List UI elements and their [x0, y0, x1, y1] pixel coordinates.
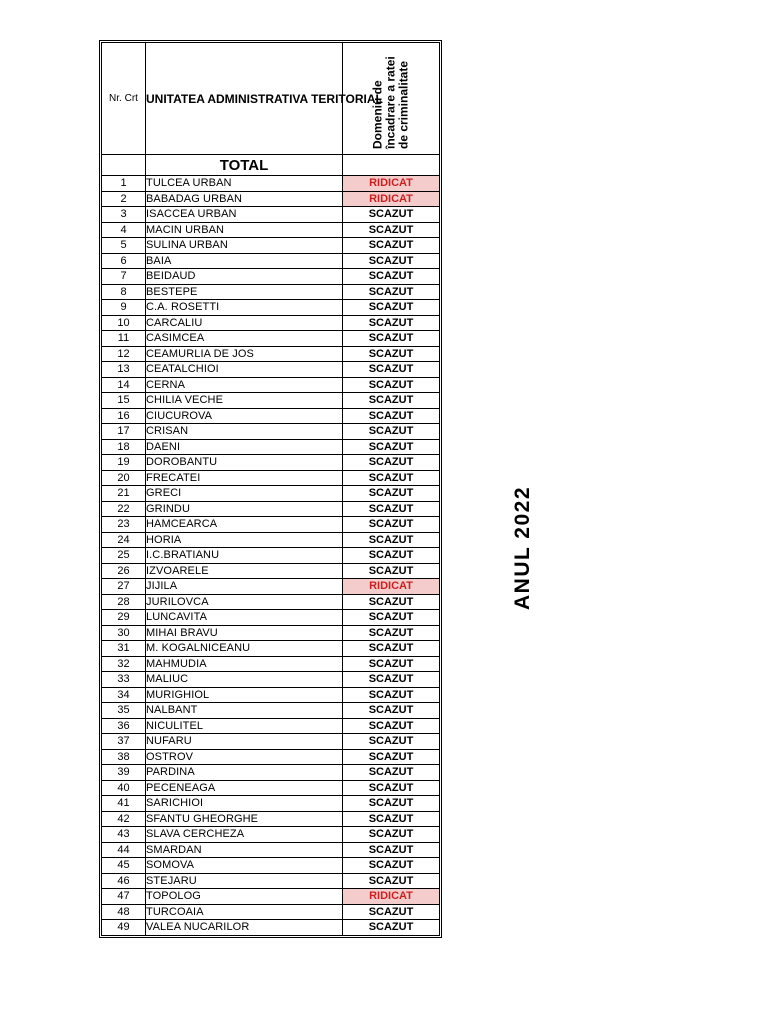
row-domain: SCAZUT — [343, 656, 440, 672]
row-number: 18 — [102, 439, 146, 455]
table-row — [102, 486, 440, 502]
row-domain: SCAZUT — [343, 780, 440, 796]
row-unit-name: CIUCUROVA — [146, 408, 343, 424]
row-domain: SCAZUT — [343, 439, 440, 455]
row-number: 5 — [102, 238, 146, 254]
row-number: 29 — [102, 610, 146, 626]
row-domain: SCAZUT — [343, 610, 440, 626]
table-row — [102, 889, 440, 905]
table-row — [102, 827, 440, 843]
row-domain: SCAZUT — [343, 734, 440, 750]
row-unit-name: SOMOVA — [146, 858, 343, 874]
total-row — [102, 155, 440, 176]
table-row — [102, 222, 440, 238]
row-number: 21 — [102, 486, 146, 502]
row-number: 42 — [102, 811, 146, 827]
row-domain: SCAZUT — [343, 331, 440, 347]
table-row — [102, 207, 440, 223]
row-unit-name: HAMCEARCA — [146, 517, 343, 533]
row-unit-name: CRISAN — [146, 424, 343, 440]
row-number: 4 — [102, 222, 146, 238]
table-row — [102, 424, 440, 440]
row-number: 20 — [102, 470, 146, 486]
row-domain: SCAZUT — [343, 377, 440, 393]
row-unit-name: DAENI — [146, 439, 343, 455]
total-domain-cell — [343, 155, 440, 176]
row-domain: SCAZUT — [343, 687, 440, 703]
row-domain: SCAZUT — [343, 873, 440, 889]
table-row — [102, 331, 440, 347]
row-number: 40 — [102, 780, 146, 796]
header-domeniu: Domeniu de încadrare a ratei de criminalitate — [370, 55, 411, 149]
table-row — [102, 176, 440, 192]
row-domain: RIDICAT — [343, 889, 440, 905]
row-unit-name: OSTROV — [146, 749, 343, 765]
row-unit-name: SULINA URBAN — [146, 238, 343, 254]
row-unit-name: BABADAG URBAN — [146, 191, 343, 207]
table-row — [102, 641, 440, 657]
table-row — [102, 610, 440, 626]
row-unit-name: STEJARU — [146, 873, 343, 889]
row-number: 36 — [102, 718, 146, 734]
table-row — [102, 393, 440, 409]
row-unit-name: ISACCEA URBAN — [146, 207, 343, 223]
table-row — [102, 300, 440, 316]
row-domain: SCAZUT — [343, 842, 440, 858]
total-label: TOTAL — [146, 155, 343, 176]
row-number: 43 — [102, 827, 146, 843]
row-unit-name: VALEA NUCARILOR — [146, 920, 343, 936]
row-number: 25 — [102, 548, 146, 564]
header-row — [102, 43, 440, 155]
row-unit-name: I.C.BRATIANU — [146, 548, 343, 564]
table-row — [102, 734, 440, 750]
row-number: 46 — [102, 873, 146, 889]
table-row — [102, 563, 440, 579]
row-unit-name: BESTEPE — [146, 284, 343, 300]
row-unit-name: FRECATEI — [146, 470, 343, 486]
table-row — [102, 672, 440, 688]
row-unit-name: NALBANT — [146, 703, 343, 719]
row-number: 26 — [102, 563, 146, 579]
table-row — [102, 656, 440, 672]
row-domain: SCAZUT — [343, 904, 440, 920]
row-unit-name: CEAMURLIA DE JOS — [146, 346, 343, 362]
row-number: 11 — [102, 331, 146, 347]
row-domain: SCAZUT — [343, 207, 440, 223]
row-domain: SCAZUT — [343, 548, 440, 564]
row-number: 44 — [102, 842, 146, 858]
row-unit-name: MURIGHIOL — [146, 687, 343, 703]
row-unit-name: DOROBANTU — [146, 455, 343, 471]
row-domain: SCAZUT — [343, 641, 440, 657]
row-number: 37 — [102, 734, 146, 750]
row-domain: SCAZUT — [343, 625, 440, 641]
row-unit-name: JURILOVCA — [146, 594, 343, 610]
row-number: 34 — [102, 687, 146, 703]
table-row — [102, 532, 440, 548]
table-row — [102, 718, 440, 734]
row-unit-name: MAHMUDIA — [146, 656, 343, 672]
row-number: 32 — [102, 656, 146, 672]
table-row — [102, 842, 440, 858]
row-unit-name: NUFARU — [146, 734, 343, 750]
row-domain: SCAZUT — [343, 222, 440, 238]
row-unit-name: BAIA — [146, 253, 343, 269]
table-row — [102, 548, 440, 564]
row-unit-name: GRINDU — [146, 501, 343, 517]
table-row — [102, 501, 440, 517]
table-row — [102, 687, 440, 703]
table-row — [102, 455, 440, 471]
row-domain: SCAZUT — [343, 858, 440, 874]
row-domain: SCAZUT — [343, 718, 440, 734]
row-number: 12 — [102, 346, 146, 362]
year-title: ANUL 2022 — [511, 486, 534, 610]
row-domain: SCAZUT — [343, 501, 440, 517]
row-domain: SCAZUT — [343, 424, 440, 440]
row-number: 41 — [102, 796, 146, 812]
row-number: 7 — [102, 269, 146, 285]
row-domain: SCAZUT — [343, 811, 440, 827]
row-unit-name: SLAVA CERCHEZA — [146, 827, 343, 843]
row-domain: SCAZUT — [343, 470, 440, 486]
row-number: 2 — [102, 191, 146, 207]
row-domain: SCAZUT — [343, 238, 440, 254]
table-row — [102, 191, 440, 207]
row-unit-name: JIJILA — [146, 579, 343, 595]
header-domeniu-cell — [343, 43, 440, 155]
row-number: 23 — [102, 517, 146, 533]
row-number: 30 — [102, 625, 146, 641]
row-number: 14 — [102, 377, 146, 393]
row-domain: SCAZUT — [343, 362, 440, 378]
row-unit-name: PARDINA — [146, 765, 343, 781]
row-unit-name: CEATALCHIOI — [146, 362, 343, 378]
table-row — [102, 796, 440, 812]
row-domain: SCAZUT — [343, 827, 440, 843]
row-domain: SCAZUT — [343, 253, 440, 269]
row-unit-name: SFANTU GHEORGHE — [146, 811, 343, 827]
row-domain: SCAZUT — [343, 796, 440, 812]
row-number: 35 — [102, 703, 146, 719]
row-unit-name: SARICHIOI — [146, 796, 343, 812]
row-number: 16 — [102, 408, 146, 424]
table-row — [102, 284, 440, 300]
table-row — [102, 253, 440, 269]
row-number: 17 — [102, 424, 146, 440]
crime-rate-table — [101, 42, 440, 936]
row-domain: SCAZUT — [343, 765, 440, 781]
row-domain: SCAZUT — [343, 315, 440, 331]
row-domain: SCAZUT — [343, 532, 440, 548]
row-number: 38 — [102, 749, 146, 765]
row-number: 15 — [102, 393, 146, 409]
row-domain: RIDICAT — [343, 579, 440, 595]
row-domain: SCAZUT — [343, 594, 440, 610]
row-unit-name: CARCALIU — [146, 315, 343, 331]
row-number: 22 — [102, 501, 146, 517]
table-row — [102, 362, 440, 378]
row-domain: SCAZUT — [343, 749, 440, 765]
row-unit-name: TULCEA URBAN — [146, 176, 343, 192]
row-domain: SCAZUT — [343, 563, 440, 579]
row-unit-name: MIHAI BRAVU — [146, 625, 343, 641]
row-number: 28 — [102, 594, 146, 610]
row-unit-name: TOPOLOG — [146, 889, 343, 905]
table-row — [102, 439, 440, 455]
row-number: 33 — [102, 672, 146, 688]
row-number: 49 — [102, 920, 146, 936]
table-row — [102, 579, 440, 595]
table-row — [102, 269, 440, 285]
row-number: 3 — [102, 207, 146, 223]
table-row — [102, 594, 440, 610]
row-number: 45 — [102, 858, 146, 874]
row-unit-name: MACIN URBAN — [146, 222, 343, 238]
row-number: 6 — [102, 253, 146, 269]
row-unit-name: M. KOGALNICEANU — [146, 641, 343, 657]
row-domain: SCAZUT — [343, 346, 440, 362]
row-unit-name: BEIDAUD — [146, 269, 343, 285]
total-nr-cell — [102, 155, 146, 176]
row-unit-name: MALIUC — [146, 672, 343, 688]
row-number: 10 — [102, 315, 146, 331]
row-number: 27 — [102, 579, 146, 595]
row-unit-name: C.A. ROSETTI — [146, 300, 343, 316]
table-row — [102, 811, 440, 827]
row-unit-name: NICULITEL — [146, 718, 343, 734]
row-unit-name: IZVOARELE — [146, 563, 343, 579]
row-domain: SCAZUT — [343, 300, 440, 316]
table-row — [102, 703, 440, 719]
row-domain: SCAZUT — [343, 517, 440, 533]
row-unit-name: GRECI — [146, 486, 343, 502]
row-domain: SCAZUT — [343, 703, 440, 719]
row-number: 19 — [102, 455, 146, 471]
table-row — [102, 315, 440, 331]
row-domain: SCAZUT — [343, 920, 440, 936]
row-number: 24 — [102, 532, 146, 548]
row-number: 39 — [102, 765, 146, 781]
row-number: 1 — [102, 176, 146, 192]
row-domain: SCAZUT — [343, 284, 440, 300]
table-row — [102, 377, 440, 393]
row-unit-name: PECENEAGA — [146, 780, 343, 796]
row-unit-name: HORIA — [146, 532, 343, 548]
header-unitate: UNITATEA ADMINISTRATIVA TERITORIAL — [146, 43, 343, 155]
table-row — [102, 920, 440, 936]
row-domain: SCAZUT — [343, 393, 440, 409]
row-domain: SCAZUT — [343, 455, 440, 471]
table-row — [102, 625, 440, 641]
table-row — [102, 873, 440, 889]
row-domain: SCAZUT — [343, 408, 440, 424]
row-unit-name: CERNA — [146, 377, 343, 393]
row-unit-name: LUNCAVITA — [146, 610, 343, 626]
row-number: 31 — [102, 641, 146, 657]
row-domain: SCAZUT — [343, 269, 440, 285]
row-unit-name: TURCOAIA — [146, 904, 343, 920]
row-domain: RIDICAT — [343, 191, 440, 207]
table-row — [102, 858, 440, 874]
row-number: 47 — [102, 889, 146, 905]
row-domain: SCAZUT — [343, 672, 440, 688]
table-body — [102, 43, 440, 936]
row-unit-name: CASIMCEA — [146, 331, 343, 347]
table-row — [102, 470, 440, 486]
row-unit-name: CHILIA VECHE — [146, 393, 343, 409]
header-nr-crt: Nr. Crt — [102, 43, 146, 155]
table-row — [102, 765, 440, 781]
table-row — [102, 904, 440, 920]
row-domain: SCAZUT — [343, 486, 440, 502]
row-domain: RIDICAT — [343, 176, 440, 192]
table-row — [102, 517, 440, 533]
row-number: 48 — [102, 904, 146, 920]
table-row — [102, 749, 440, 765]
table-row — [102, 780, 440, 796]
row-number: 9 — [102, 300, 146, 316]
row-unit-name: SMARDAN — [146, 842, 343, 858]
row-number: 8 — [102, 284, 146, 300]
row-number: 13 — [102, 362, 146, 378]
table-row — [102, 408, 440, 424]
table-row — [102, 238, 440, 254]
table-row — [102, 346, 440, 362]
